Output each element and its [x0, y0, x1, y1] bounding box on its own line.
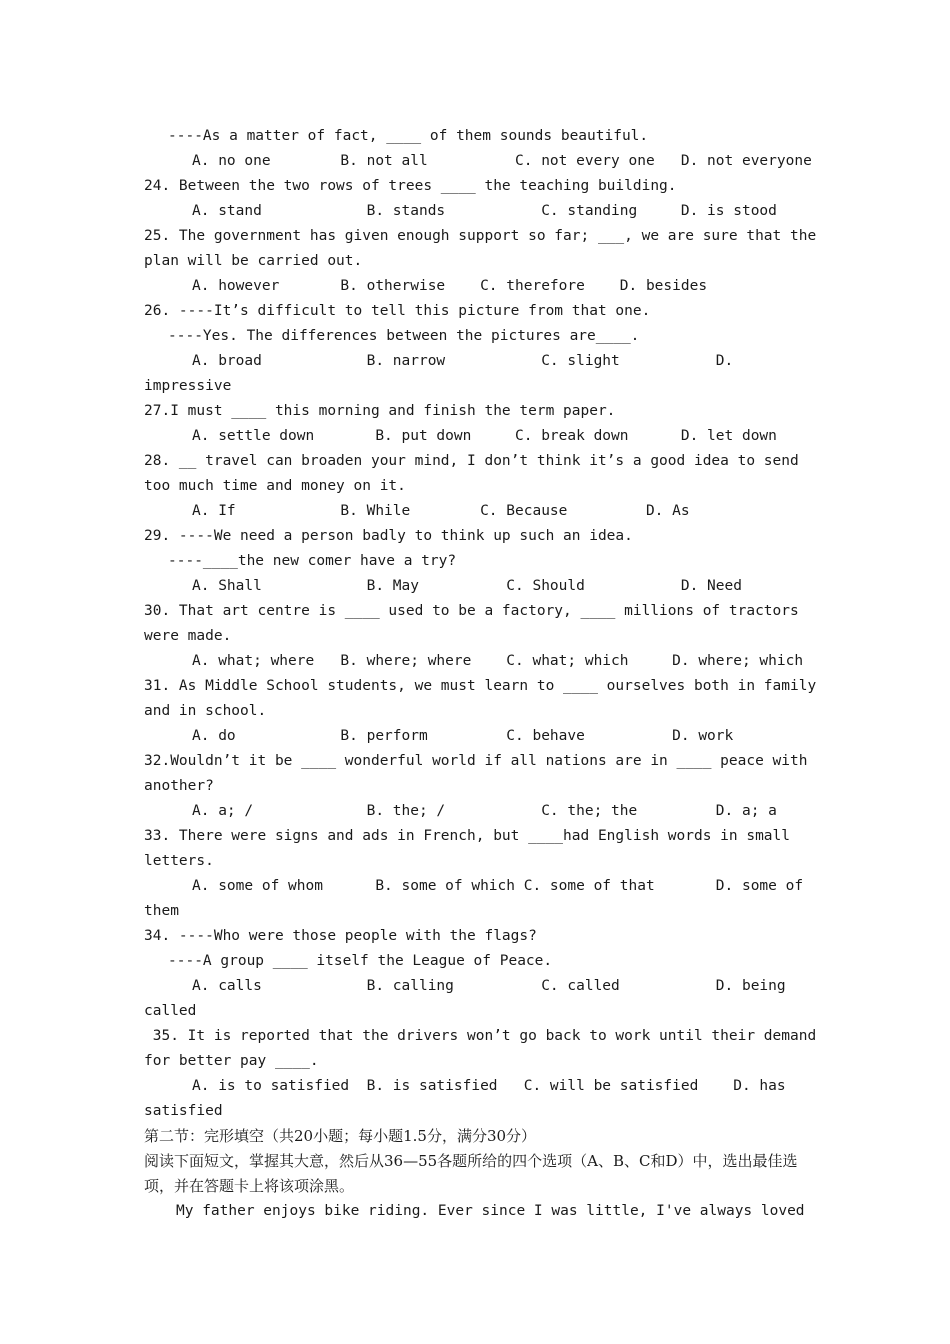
question-line: A. Shall B. May C. Should D. Need: [192, 578, 742, 594]
question-line: A. however B. otherwise C. therefore D. besides: [192, 278, 708, 294]
question-line: 30. That art centre is ____ used to be a factory, ____ millions of tractors: [144, 603, 799, 619]
question-line: 24. Between the two rows of trees ____ the teaching building.: [144, 178, 677, 194]
question-line: 29. ----We need a person badly to think up such an idea.: [144, 528, 633, 544]
question-line: were made.: [144, 628, 232, 644]
question-line: 35. It is reported that the drivers won’t go back to work until their demand: [144, 1028, 817, 1044]
question-line: ----Yes. The differences between the pictures are____.: [168, 328, 640, 344]
question-line: plan will be carried out.: [144, 253, 363, 269]
question-line: 27.I must ____ this morning and finish the term paper.: [144, 403, 616, 419]
question-line: A. some of whom B. some of which C. some of that D. some of: [192, 878, 804, 894]
section-instructions: 阅读下面短文，掌握其大意，然后从36—55各题所给的四个选项（A、B、C和D）中，选出最佳选项，并在答题卡上将该项涂黑。: [144, 1152, 798, 1195]
question-line: A. a; / B. the; / C. the; the D. a; a: [192, 803, 777, 819]
question-line: A. If B. While C. Because D. As: [192, 503, 690, 519]
question-line: 28. __ travel can broaden your mind, I don’t think it’s a good idea to send: [144, 453, 799, 469]
question-line: A. settle down B. put down C. break down D. let down: [192, 428, 777, 444]
question-line: ----A group ____ itself the League of Peace.: [168, 953, 553, 969]
question-line: 34. ----Who were those people with the flags?: [144, 928, 537, 944]
question-line: and in school.: [144, 703, 267, 719]
question-line: A. calls B. calling C. called D. being: [192, 978, 786, 994]
question-line: called: [144, 1003, 197, 1019]
question-lines: [144, 124, 820, 1124]
question-line: ----____the new comer have a try?: [168, 553, 457, 569]
question-line: another?: [144, 778, 214, 794]
question-line: too much time and money on it.: [144, 478, 406, 494]
question-line: them: [144, 903, 179, 919]
question-line: A. broad B. narrow C. slight D.: [192, 353, 734, 369]
question-line: for better pay ____.: [144, 1053, 319, 1069]
question-line: satisfied: [144, 1103, 223, 1119]
passage-first-line: My father enjoys bike riding. Ever since I was little, I've always loved: [176, 1203, 805, 1219]
question-line: 32.Wouldn’t it be ____ wonderful world if all nations are in ____ peace with: [144, 753, 808, 769]
question-line: 26. ----It’s difficult to tell this picture from that one.: [144, 303, 651, 319]
question-line: A. do B. perform C. behave D. work: [192, 728, 734, 744]
document-page: [144, 124, 820, 1224]
section-title: 第二节：完形填空（共20小题；每小题1.5分，满分30分）: [144, 1127, 537, 1145]
question-line: A. stand B. stands C. standing D. is stood: [192, 203, 777, 219]
question-line: 31. As Middle School students, we must learn to ____ ourselves both in family: [144, 678, 817, 694]
question-line: 33. There were signs and ads in French, but ____had English words in small: [144, 828, 791, 844]
question-line: ----As a matter of fact, ____ of them sounds beautiful.: [168, 128, 649, 144]
question-line: 25. The government has given enough support so far; ___, we are sure that the: [144, 228, 817, 244]
question-line: A. no one B. not all C. not every one D. not everyone: [192, 153, 812, 169]
question-line: impressive: [144, 378, 232, 394]
question-line: A. what; where B. where; where C. what; which D. where; which: [192, 653, 804, 669]
question-line: A. is to satisfied B. is satisfied C. will be satisfied D. has: [192, 1078, 786, 1094]
question-line: letters.: [144, 853, 214, 869]
